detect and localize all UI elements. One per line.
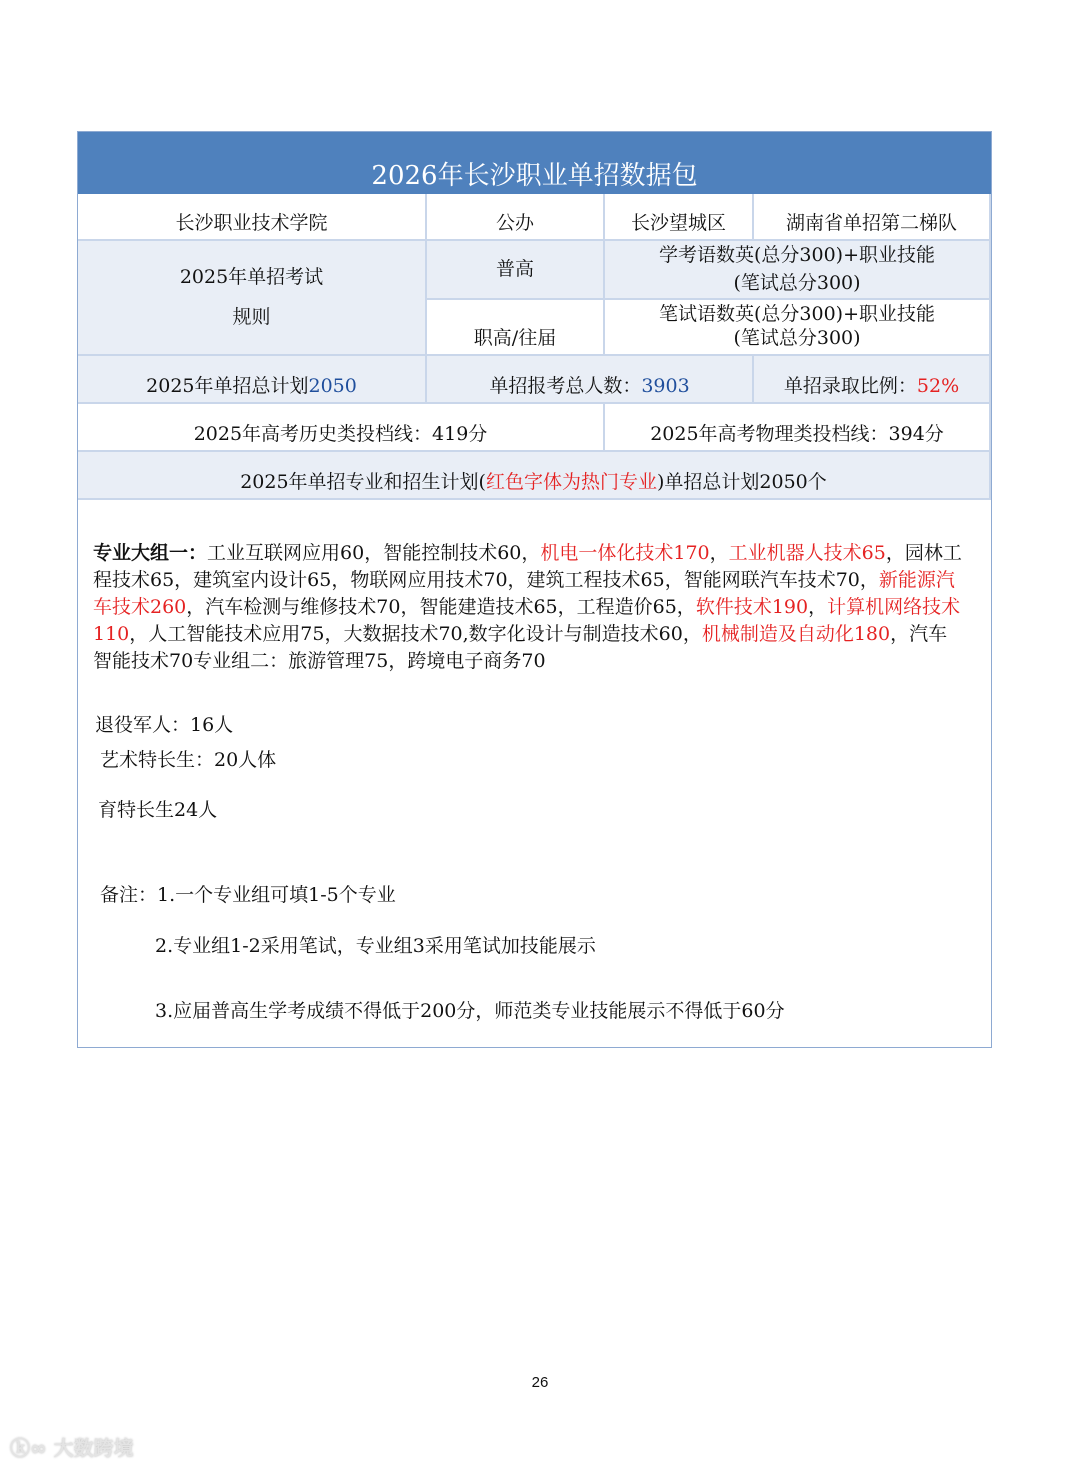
plan-header-text-end: )单招总计划2050个 [657,471,827,493]
note-1: 备注：1.一个专业组可填1-5个专业 [100,884,396,906]
physics-score: 2025年高考物理类投档线：394分 [605,404,991,452]
major-text: ， [808,596,828,618]
history-score: 2025年高考历史类投档线：419分 [78,404,605,452]
major-text: ， [709,542,729,564]
zhigao-label: 职高/往届 [427,300,605,356]
page-number: 26 [531,1374,549,1391]
rules-label-line1: 2025年单招考试 [179,265,324,288]
pugao-rule-line1: 学考语数英(总分300)+职业技能 [658,243,935,266]
major-text: ，人工智能技术应用75，大数据技术70,数字化设计与制造技术60， [129,623,702,645]
major-text: ，汽车检测与维修技术70，智能建造技术65，工程造价65， [186,596,696,618]
zhigao-rule-line2: (笔试总分300) [733,327,861,349]
school-tier: 湖南省单招第二梯队 [754,194,991,241]
hot-major: 新能源汽车技术260 [93,569,955,618]
watermark-text: 大数跨境 [53,1436,134,1460]
rules-label-line2: 规则 [232,305,271,328]
hot-major: 工业机器人技术65 [728,542,886,564]
hot-major: 机械制造及自动化180 [701,623,891,645]
ratio-value: 52% [916,375,960,397]
major-group-label: 专业大组一： [93,542,208,564]
hot-major: 计算机网络技术110 [93,596,961,645]
zhigao-rule-line1: 笔试语数英(总分300)+职业技能 [658,303,935,325]
applicants-value: 3903 [641,375,690,397]
sports-students: 育特长生24人 [98,799,218,821]
total-plan-label: 2025年单招总计划 [146,375,309,397]
school-type: 公办 [427,194,605,241]
total-plan-value: 2050 [308,375,357,397]
plan-header-text: 2025年单招专业和招生计划( [240,471,486,493]
hot-legend: 红色字体为热门专业 [485,471,657,493]
applicants-label: 单招报考总人数： [489,375,642,397]
hot-major: 软件技术190 [695,596,809,618]
note-2: 2.专业组1-2采用笔试，专业组3采用笔试加技能展示 [155,935,596,957]
watermark-logo: ⓚ∞ 大数跨境 [10,1436,134,1460]
art-students: 艺术特长生：20人体 [100,749,277,771]
school-district: 长沙望城区 [605,194,754,241]
major-text: ，汽车智能技术70专业组二：旅游管理75，跨境电子商务70 [93,623,948,672]
note-3: 3.应届普高生学考成绩不得低于200分，师范类专业技能展示不得低于60分 [155,1000,785,1022]
page-title: 2026年长沙职业单招数据包 [78,131,991,194]
majors-list [93,540,963,675]
veterans: 退役军人：16人 [95,714,234,736]
hot-major: 机电一体化技术170 [540,542,710,564]
school-name: 长沙职业技术学院 [78,194,427,241]
major-text: 工业互联网应用60，智能控制技术60， [207,542,541,564]
major-text: ，园林工程技术65，建筑室内设计65，物联网应用技术70，建筑工程技术65，智能网联汽车技术70， [93,542,962,591]
pugao-label: 普高 [427,241,605,300]
ratio-label: 单招录取比例： [783,375,917,397]
pugao-rule-line2: (笔试总分300) [733,271,861,294]
